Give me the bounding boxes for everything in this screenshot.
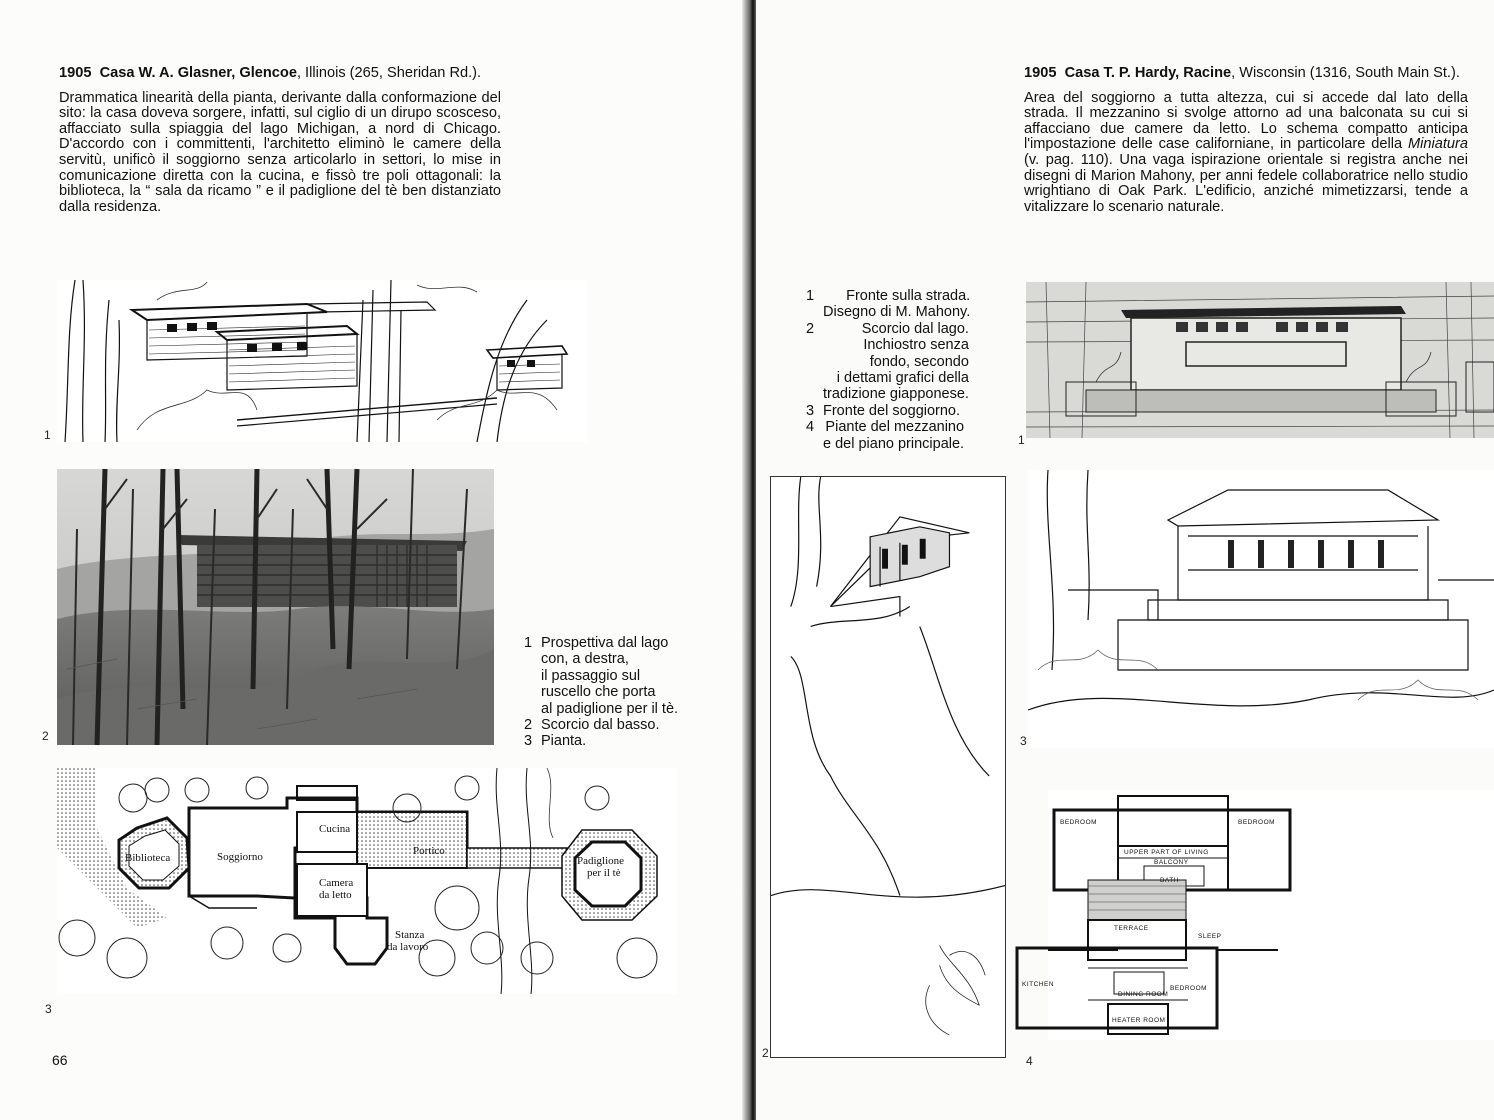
plan-label-heater-room: HEATER ROOM	[1112, 1017, 1166, 1024]
figure-glasner-photo	[57, 469, 494, 745]
photo-view-from-below	[57, 469, 494, 745]
caption-item: 3 Fronte del soggiorno.	[806, 402, 961, 419]
plan-label-camera-1: Camera	[319, 877, 354, 889]
figure-number-3: 3	[45, 1002, 52, 1016]
plan-label-bedroom-left: BEDROOM	[1060, 819, 1098, 826]
street-front-drawing	[1026, 282, 1494, 438]
page-number: 66	[52, 1052, 68, 1068]
plan-label-biblioteca: Biblioteca	[125, 852, 171, 864]
figure-hardy-street-front	[1026, 282, 1494, 438]
caption-item: 2 Scorcio dal basso.	[524, 717, 660, 734]
caption-item: 4 Piante del mezzanino e del piano principale.	[806, 419, 965, 452]
plan-label-stanza-1: Stanza	[395, 929, 425, 941]
figure-number-4: 4	[1026, 1054, 1033, 1068]
plan-label-padiglione-1: Padiglione	[577, 855, 625, 867]
figure-glasner-plan	[57, 768, 677, 994]
caption-item: 1 Fronte sulla strada. Disegno di M. Mahony.	[806, 288, 971, 321]
figure-glasner-perspective	[57, 280, 587, 442]
figure-number-1: 1	[44, 428, 51, 442]
plan-label-camera-2: da letto	[319, 889, 352, 901]
right-page	[756, 0, 1494, 1120]
plan-label-sleep: SLEEP	[1198, 933, 1222, 940]
figure-number-2: 2	[762, 1046, 769, 1060]
plan-label-terrace: TERRACE	[1114, 925, 1149, 932]
figure-number-2: 2	[42, 729, 49, 743]
figure-number-3: 3	[1020, 734, 1027, 748]
mezzanine-and-main-plans	[1022, 790, 1494, 1040]
plan-label-dining-room: DINING ROOM	[1118, 991, 1169, 998]
plan-label-portico: Portico	[413, 845, 445, 857]
entry-year: 1905	[1024, 65, 1057, 81]
caption-hardy-top	[806, 288, 1004, 452]
entry-hardy	[1024, 66, 1468, 215]
entry-year: 1905	[59, 65, 92, 81]
perspective-drawing	[57, 280, 587, 442]
entry-body: Area del soggiorno a tutta altezza, cui si accede dal lato della strada. Il mezzanino si svolge attorno ad una balconata su cui si affacciano due camere da letto. Lo schema compatto anticipa l'impostazione delle case californiane, in particolare della Miniatura (v. pag. 110). Una vaga ispirazione orientale si registra anche nei disegni di Marion Mahony, per anni fedele collaboratrice nello studio wrightiano di Oak Park. L'edificio, anziché mimetizzarsi, tende a vitalizzare lo scenario naturale.	[1024, 89, 1468, 215]
caption-item: 3 Pianta.	[524, 733, 587, 750]
caption-glasner	[524, 635, 724, 750]
plan-label-upper-living: UPPER PART OF LIVING	[1124, 849, 1209, 856]
plan-label-padiglione-2: per il tè	[587, 867, 621, 879]
figure-hardy-lake-view	[770, 476, 1006, 1058]
plan-label-bedroom-lower: BEDROOM	[1170, 985, 1208, 992]
living-front-drawing	[1028, 470, 1494, 748]
caption-item: 1 Prospettiva dal lago con, a destra, il passaggio sul ruscello che porta al padiglione per il tè.	[524, 635, 679, 717]
plan-label-kitchen: KITCHEN	[1022, 981, 1055, 988]
figure-hardy-plans	[1022, 790, 1494, 1040]
figure-number-1: 1	[1018, 433, 1025, 447]
plan-label-stanza-2: da lavoro	[387, 941, 429, 953]
plan-label-cucina: Cucina	[319, 823, 351, 835]
plan-label-bath: BATH	[1160, 877, 1179, 884]
entry-location: , Wisconsin (1316, South Main St.).	[1231, 65, 1460, 81]
entry-title: Casa T. P. Hardy, Racine	[1064, 65, 1232, 81]
entry-title: Casa W. A. Glasner, Glencoe	[99, 65, 297, 81]
entry-heading	[59, 66, 501, 82]
entry-location: , Illinois (265, Sheridan Rd.).	[296, 65, 482, 81]
plan-label-soggiorno: Soggiorno	[217, 851, 263, 863]
plan-label-balcony: BALCONY	[1154, 859, 1189, 866]
figure-hardy-living-front	[1028, 470, 1494, 748]
entry-heading	[1024, 66, 1468, 82]
floor-plan-drawing	[57, 768, 677, 994]
caption-item: 2 Scorcio dal lago. Inchiostro senza fondo, secondo i dettami grafici della tradizione giapponese.	[806, 320, 969, 403]
lake-view-drawing	[771, 477, 1005, 1057]
entry-body: Drammatica linearità della pianta, derivante dalla conformazione del sito: la casa doveva sorgere, infatti, sul ciglio di un dirupo scosceso, affacciato sulla spiaggia del lago Michigan, a nord di Chicago. D'accordo con i committenti, l'architetto eliminò le camere della servitù, unificò il soggiorno senza articolarlo in settori, lo mise in comunicazione diretta con la cucina, e fissò tre poli ottagonali: la biblioteca, la “ sala da ricamo ” e il padiglione del tè ben distanziato dalla residenza.	[59, 89, 501, 215]
plan-label-bedroom-right: BEDROOM	[1238, 819, 1276, 826]
entry-glasner	[59, 66, 501, 215]
